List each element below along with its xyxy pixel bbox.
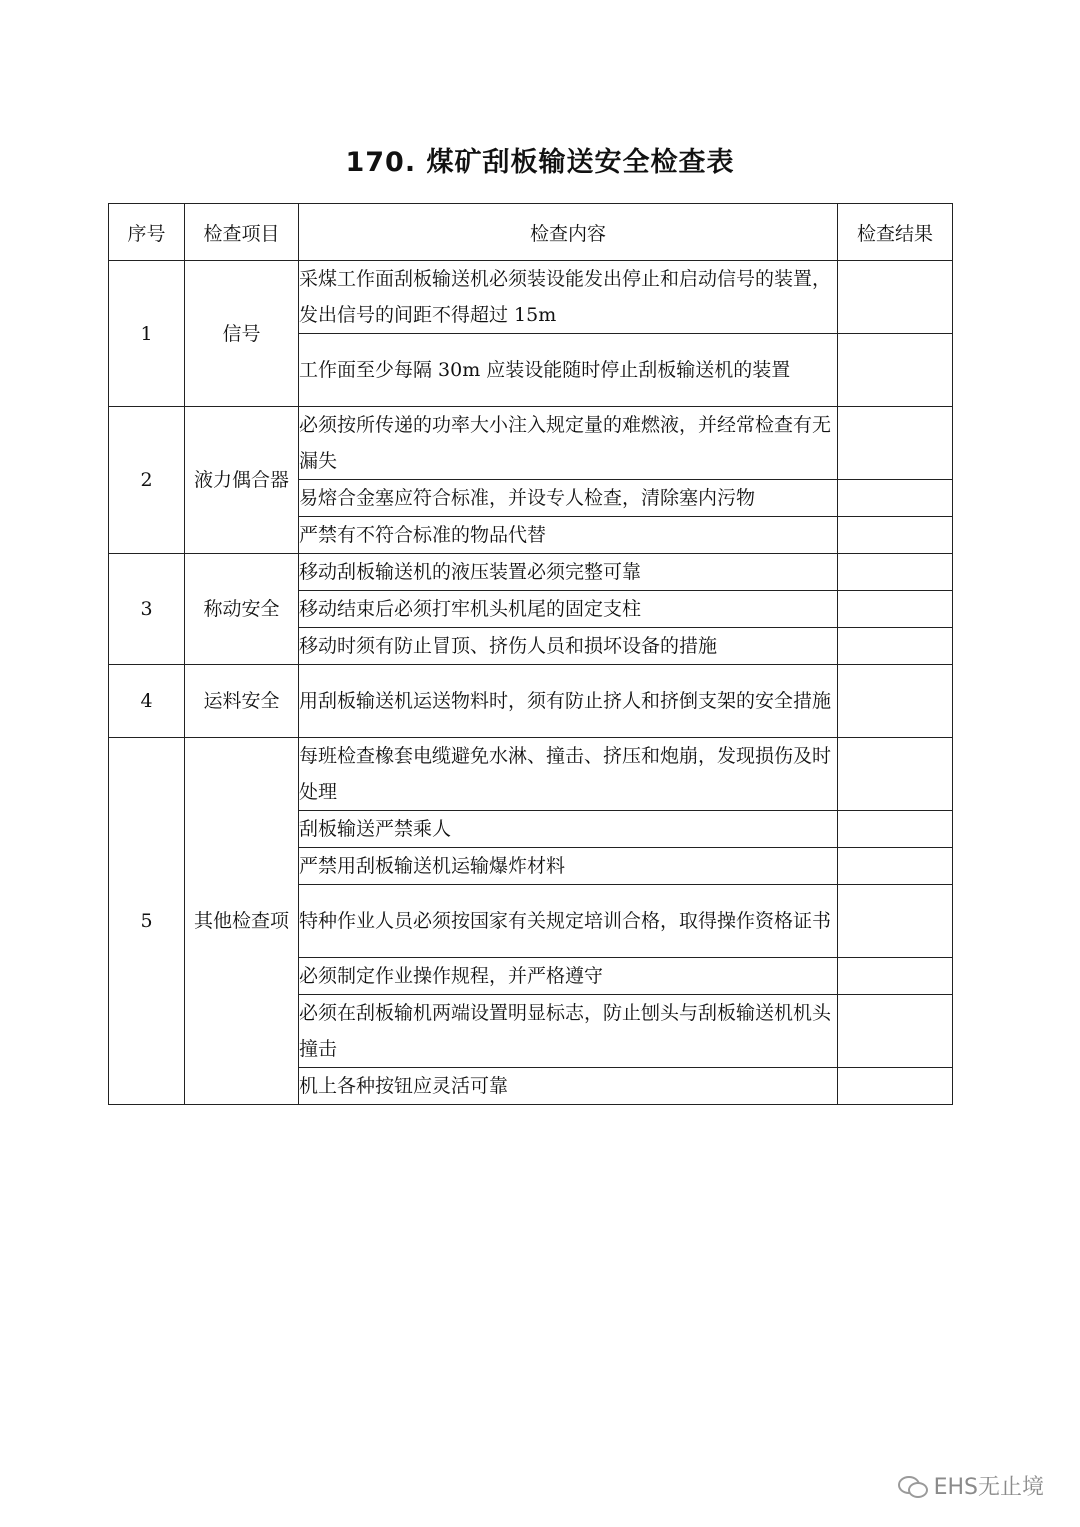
row-content: 用刮板输送机运送物料时，须有防止挤人和挤倒支架的安全措施 <box>299 665 838 738</box>
row-result <box>838 958 953 995</box>
header-item: 检查项目 <box>185 204 299 261</box>
row-content: 采煤工作面刮板输送机必须装设能发出停止和启动信号的装置，发出信号的间距不得超过 15m <box>299 261 838 334</box>
row-content: 移动刮板输送机的液压装置必须完整可靠 <box>299 554 838 591</box>
row-result <box>838 480 953 517</box>
row-content: 机上各种按钮应灵活可靠 <box>299 1068 838 1105</box>
table-row <box>109 261 953 334</box>
row-content: 移动结束后必须打牢机头机尾的固定支柱 <box>299 591 838 628</box>
table-header-row <box>109 204 953 261</box>
row-result <box>838 334 953 407</box>
row-num: 1 <box>109 261 185 407</box>
watermark-text: EHS无止境 <box>933 1475 1044 1500</box>
row-item: 信号 <box>185 261 299 407</box>
row-content: 移动时须有防止冒顶、挤伤人员和损坏设备的措施 <box>299 628 838 665</box>
row-result <box>838 848 953 885</box>
row-content: 严禁有不符合标准的物品代替 <box>299 517 838 554</box>
row-result <box>838 407 953 480</box>
row-result <box>838 261 953 334</box>
row-content: 工作面至少每隔 30m 应装设能随时停止刮板输送机的装置 <box>299 334 838 407</box>
row-content: 每班检查橡套电缆避免水淋、撞击、挤压和炮崩，发现损伤及时处理 <box>299 738 838 811</box>
row-num: 3 <box>109 554 185 665</box>
row-item: 运料安全 <box>185 665 299 738</box>
row-content: 必须在刮板输机两端设置明显标志，防止刨头与刮板输送机机头撞击 <box>299 995 838 1068</box>
table-row <box>109 738 953 811</box>
row-content: 刮板输送严禁乘人 <box>299 811 838 848</box>
header-num: 序号 <box>109 204 185 261</box>
row-result <box>838 1068 953 1105</box>
table-row <box>109 554 953 591</box>
row-result <box>838 591 953 628</box>
row-content: 必须按所传递的功率大小注入规定量的难燃液，并经常检查有无漏失 <box>299 407 838 480</box>
row-content: 严禁用刮板输送机运输爆炸材料 <box>299 848 838 885</box>
row-item: 其他检查项 <box>185 738 299 1105</box>
table-row <box>109 665 953 738</box>
row-item: 称动安全 <box>185 554 299 665</box>
checklist-table <box>108 203 953 1105</box>
wechat-icon <box>898 1474 928 1498</box>
header-content: 检查内容 <box>299 204 838 261</box>
row-num: 4 <box>109 665 185 738</box>
row-num: 2 <box>109 407 185 554</box>
row-result <box>838 665 953 738</box>
row-content: 必须制定作业操作规程，并严格遵守 <box>299 958 838 995</box>
row-result <box>838 995 953 1068</box>
row-result <box>838 554 953 591</box>
watermark <box>898 1470 1044 1501</box>
row-item: 液力偶合器 <box>185 407 299 554</box>
header-result: 检查结果 <box>838 204 953 261</box>
row-num: 5 <box>109 738 185 1105</box>
row-content: 易熔合金塞应符合标准，并设专人检查，清除塞内污物 <box>299 480 838 517</box>
page-title: 170. 煤矿刮板输送安全检查表 <box>345 147 735 178</box>
row-result <box>838 628 953 665</box>
row-result <box>838 885 953 958</box>
row-result <box>838 738 953 811</box>
row-result <box>838 517 953 554</box>
row-result <box>838 811 953 848</box>
row-content: 特种作业人员必须按国家有关规定培训合格，取得操作资格证书 <box>299 885 838 958</box>
table-row <box>109 407 953 480</box>
